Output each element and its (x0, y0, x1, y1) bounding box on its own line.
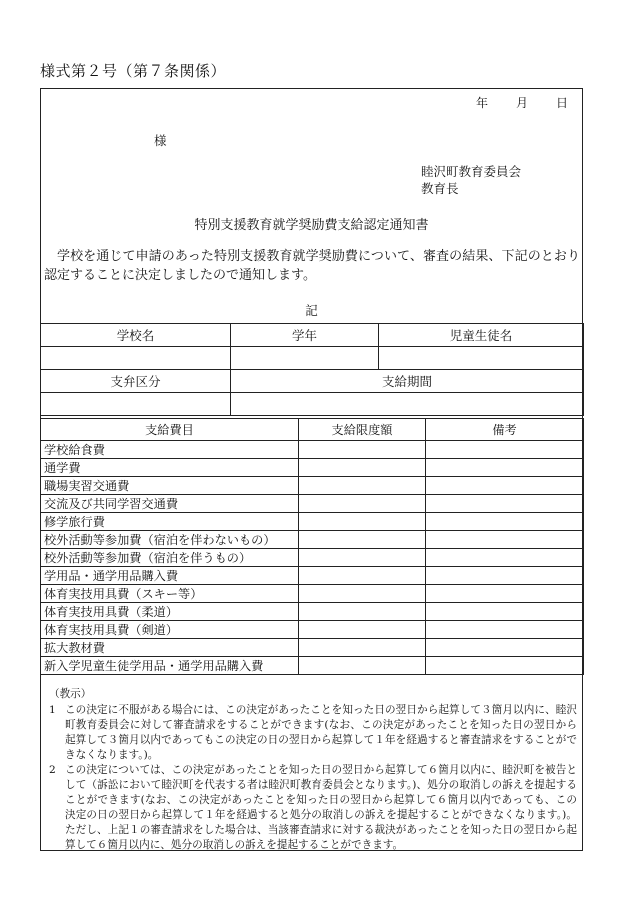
note-number: 1 (49, 704, 56, 716)
remarks-cell (426, 639, 584, 657)
remarks-cell (426, 441, 584, 459)
limit-amount-cell (299, 567, 426, 585)
remarks-cell (426, 567, 584, 585)
limit-amount-cell (299, 531, 426, 549)
student-value-row (41, 347, 584, 370)
expense-item: 体育実技用具費（剣道） (41, 621, 299, 639)
student-header-row (41, 324, 584, 347)
expense-row (41, 585, 584, 603)
expense-row (41, 495, 584, 513)
student-name-cell (379, 347, 584, 370)
note-item (49, 763, 577, 853)
limit-amount-cell (299, 459, 426, 477)
payment-category-cell (41, 393, 231, 416)
expense-item: 通学費 (41, 459, 299, 477)
sender (421, 163, 521, 197)
expense-item: 学用品・通学用品購入費 (41, 567, 299, 585)
expense-item: 体育実技用具費（スキー等） (41, 585, 299, 603)
expense-row (41, 639, 584, 657)
expense-item: 拡大教材費 (41, 639, 299, 657)
limit-amount-header: 支給限度額 (299, 419, 426, 441)
payment-value-row (41, 393, 584, 416)
remarks-cell (426, 459, 584, 477)
note-text: この決定に不服がある場合には、この決定があったことを知った日の翌日から起算して３箇月以内に、睦沢町教育委員会に対して審査請求をすることができます(なお、この決定があったことを知った日の翌日から起算して３箇月以内であってもこの決定の日の翌日から起算して１年を経過すると審査請求をすることができなくなります。)。 (65, 704, 577, 761)
expense-item: 新入学児童生徒学用品・通学用品購入費 (41, 657, 299, 675)
document-title: 特別支援教育就学奨励費支給認定通知書 (194, 218, 429, 233)
limit-amount-cell (299, 477, 426, 495)
payment-header-row (41, 370, 584, 393)
student-name-header: 児童生徒名 (379, 324, 584, 347)
remarks-cell (426, 603, 584, 621)
remarks-cell (426, 621, 584, 639)
expense-row (41, 513, 584, 531)
note-text: この決定については、この決定があったことを知った日の翌日から起算して６箇月以内に、睦沢町を被告として（訴訟において睦沢町を代表する者は睦沢町教育委員会となります。)、処分の取消しの訴えを提起することができます(なお、この決定があったことを知った日の翌日から起算して６箇月以内であっても、この決定の日の翌日から起算して１年を経過すると処分の取消しの訴えを提起することができなくなります。)。ただし、上記１の審査請求をした場合は、当該審査請求に対する裁決があったことを知った日の翌日から起算して６箇月以内に、処分の取消しの訴えを提起することができます。 (65, 764, 577, 851)
expense-row (41, 549, 584, 567)
expense-item-header: 支給費目 (41, 419, 299, 441)
expense-table (40, 418, 584, 675)
limit-amount-cell (299, 639, 426, 657)
expense-row (41, 477, 584, 495)
student-table (40, 323, 584, 416)
remarks-cell (426, 549, 584, 567)
remarks-cell (426, 585, 584, 603)
notice-frame (40, 88, 583, 851)
sender-position: 教育長 (421, 181, 459, 196)
remarks-cell (426, 513, 584, 531)
expense-item: 体育実技用具費（柔道） (41, 603, 299, 621)
grade-header: 学年 (231, 324, 379, 347)
expense-item: 交流及び共同学習交通費 (41, 495, 299, 513)
limit-amount-cell (299, 621, 426, 639)
payment-category-header: 支弁区分 (41, 370, 231, 393)
expense-row (41, 603, 584, 621)
remarks-header: 備考 (426, 419, 584, 441)
expense-row (41, 441, 584, 459)
payment-period-cell (231, 393, 584, 416)
ki-label: 記 (305, 303, 318, 318)
recipient: 様 (154, 133, 167, 148)
remarks-cell (426, 495, 584, 513)
limit-amount-cell (299, 441, 426, 459)
sender-organization: 睦沢町教育委員会 (421, 164, 522, 179)
expense-row (41, 621, 584, 639)
remarks-cell (426, 657, 584, 675)
instruction-notes (49, 687, 577, 853)
remarks-cell (426, 531, 584, 549)
date-day: 日 (555, 96, 568, 110)
form-number: 様式第２号（第７条関係） (40, 62, 227, 80)
expense-row (41, 657, 584, 675)
expense-item: 学校給食費 (41, 441, 299, 459)
expense-row (41, 459, 584, 477)
note-number: 2 (49, 764, 56, 776)
remarks-cell (426, 477, 584, 495)
date-month: 月 (515, 96, 528, 110)
school-name-header: 学校名 (41, 324, 231, 347)
date-line (476, 94, 568, 111)
expense-item: 校外活動等参加費（宿泊を伴うもの） (41, 549, 299, 567)
expense-header-row (41, 419, 584, 441)
limit-amount-cell (299, 657, 426, 675)
expense-row (41, 531, 584, 549)
notes-label: （教示） (49, 688, 92, 700)
expense-row (41, 567, 584, 585)
grade-cell (231, 347, 379, 370)
expense-item: 職場実習交通費 (41, 477, 299, 495)
date-year: 年 (475, 96, 488, 110)
payment-period-header: 支給期間 (231, 370, 584, 393)
note-item (49, 703, 577, 763)
expense-item: 修学旅行費 (41, 513, 299, 531)
limit-amount-cell (299, 585, 426, 603)
expense-item: 校外活動等参加費（宿泊を伴わないもの） (41, 531, 299, 549)
body-text: 学校を通じて申請のあった特別支援教育就学奨励費について、審査の結果、下記のとおり認定することに決定しましたので通知します。 (44, 249, 580, 283)
limit-amount-cell (299, 549, 426, 567)
limit-amount-cell (299, 495, 426, 513)
school-name-cell (41, 347, 231, 370)
limit-amount-cell (299, 603, 426, 621)
limit-amount-cell (299, 513, 426, 531)
